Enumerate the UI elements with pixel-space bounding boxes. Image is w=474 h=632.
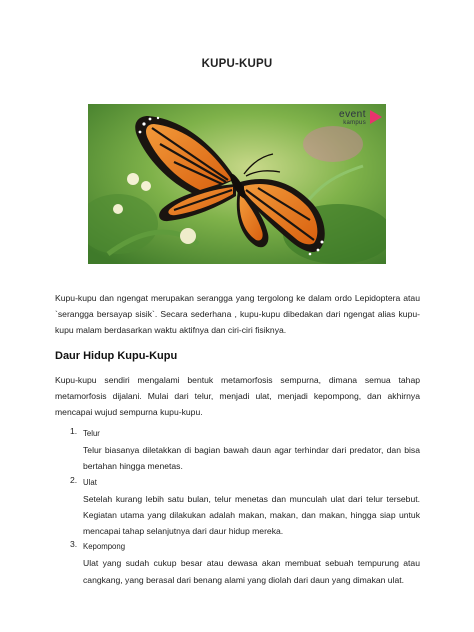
butterfly-photo: [88, 104, 386, 264]
stage-title: Telur: [83, 429, 100, 438]
section-intro-paragraph: Kupu-kupu sendiri mengalami bentuk metamorfosis sempurna, dimana semua tahap metamorfosis dijalani. Mulai dari telur, menjadi ulat, menjadi kepompong, dan akhirnya mencapai wujud sempurna kupu-kupu.: [55, 375, 420, 418]
butterfly-illustration: [88, 104, 386, 264]
section-heading: Daur Hidup Kupu-Kupu: [55, 350, 178, 362]
stage-text: Setelah kurang lebih satu bulan, telur menetas dan munculah ulat dari telur tersebut. Kegiatan utama yang dilakukan adalah makan, makan, dan makan, hingga siap untuk mencapai tahap selanjutnya dari daur hidup mereka.: [83, 493, 420, 537]
list-item: 1. Telur Telur biasanya diletakkan di bagian bawah daun agar terhindar dari predator, dan bisa bertahan hingga menetas.: [55, 426, 420, 475]
stage-list: [55, 426, 420, 588]
page-title: KUPU-KUPU: [201, 58, 273, 70]
list-item: 3. Kepompong Ulat yang sudah cukup besar atau dewasa akan membuat sebuah tempurung atau cangkang, yang berasal dari benang alami yang diolah dari daun yang dimakan ulat.: [55, 539, 420, 588]
event-kampus-logo: event kampus: [339, 110, 380, 126]
logo-mark-icon: [370, 110, 382, 124]
list-item: 2. Ulat Setelah kurang lebih satu bulan, telur menetas dan munculah ulat dari telur tersebut. Kegiatan utama yang dilakukan adalah makan, makan, dan makan, hingga siap untuk mencapai tahap selanjutnya dari daur hidup mereka.: [55, 475, 420, 540]
stage-text: Telur biasanya diletakkan di bagian bawah daun agar terhindar dari predator, dan bisa bertahan hingga menetas.: [83, 445, 420, 472]
stage-text: Ulat yang sudah cukup besar atau dewasa akan membuat sebuah tempurung atau cangkang, yang berasal dari benang alami yang diolah dari daun yang dimakan ulat.: [83, 558, 420, 585]
intro-paragraph: Kupu-kupu dan ngengat merupakan serangga yang tergolong ke dalam ordo Lepidoptera atau `serangga bersayap sisik`. Secara sederhana , kupu-kupu dibedakan dari ngengat alias kupu-kupu malam berdasarkan waktu aktifnya dan ciri-ciri fisiknya.: [55, 293, 420, 336]
stage-title: Kepompong: [83, 542, 126, 552]
stage-title: Ulat: [83, 477, 97, 487]
